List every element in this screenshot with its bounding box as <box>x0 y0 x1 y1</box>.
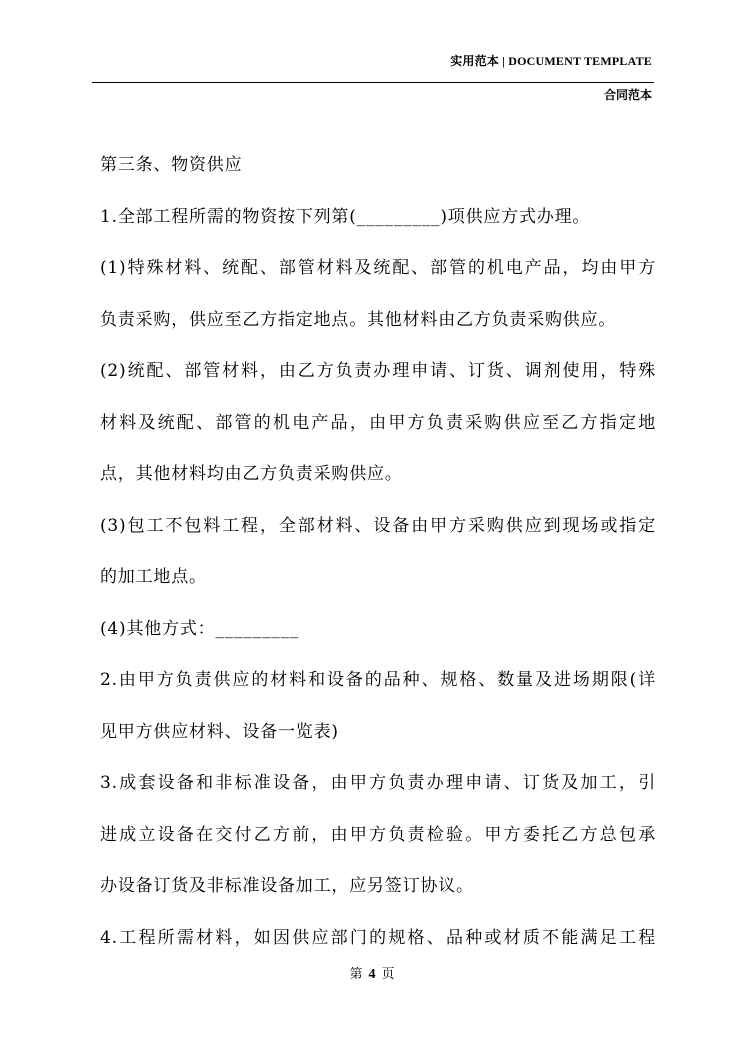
header-divider <box>92 82 654 83</box>
document-header-subtitle: 合同范本 <box>603 88 652 102</box>
body-text-line: (2)统配、部管材料，由乙方负责办理申请、订货、调剂使用，特殊 <box>100 361 656 381</box>
body-text-line: 2.由甲方负责供应的材料和设备的品种、规格、数量及进场期限(详 <box>100 670 656 690</box>
body-text-line: (1)特殊材料、统配、部管材料及统配、部管的机电产品，均由甲方 <box>100 258 656 278</box>
page-prefix: 第 <box>349 967 363 982</box>
body-text-line: 材料及统配、部管的机电产品，由甲方负责采购供应至乙方指定地 <box>100 412 656 433</box>
body-text-line: 第三条、物资供应 <box>100 155 243 175</box>
body-text-line: 负责采购，供应至乙方指定地点。其他材料由乙方负责采购供应。 <box>100 309 617 330</box>
body-text-line: 的加工地点。 <box>100 567 207 587</box>
document-header-title: 实用范本 | DOCUMENT TEMPLATE <box>450 54 652 68</box>
body-text-line: 进成立设备在交付乙方前，由甲方负责检验。甲方委托乙方总包承 <box>100 824 656 845</box>
body-text-line: 1.全部工程所需的物资按下列第(_________)项供应方式办理。 <box>100 206 591 227</box>
body-text-line: (4)其他方式：_________ <box>100 618 300 639</box>
page-number: 4 <box>368 967 376 982</box>
body-text-line: 见甲方供应材料、设备一览表) <box>100 721 339 742</box>
body-text-line: 点，其他材料均由乙方负责采购供应。 <box>100 464 403 484</box>
body-text-line: (3)包工不包料工程，全部材料、设备由甲方采购供应到现场或指定 <box>100 515 656 536</box>
body-text-line: 3.成套设备和非标准设备，由甲方负责办理申请、订货及加工，引 <box>100 773 656 793</box>
page-suffix: 页 <box>381 967 395 982</box>
body-text-line: 4.工程所需材料，如因供应部门的规格、品种或材质不能满足工程 <box>100 927 656 948</box>
page-number-footer <box>0 963 744 983</box>
document-body <box>100 140 656 964</box>
body-text-line: 办设备订货及非标准设备加工，应另签订协议。 <box>100 876 474 896</box>
